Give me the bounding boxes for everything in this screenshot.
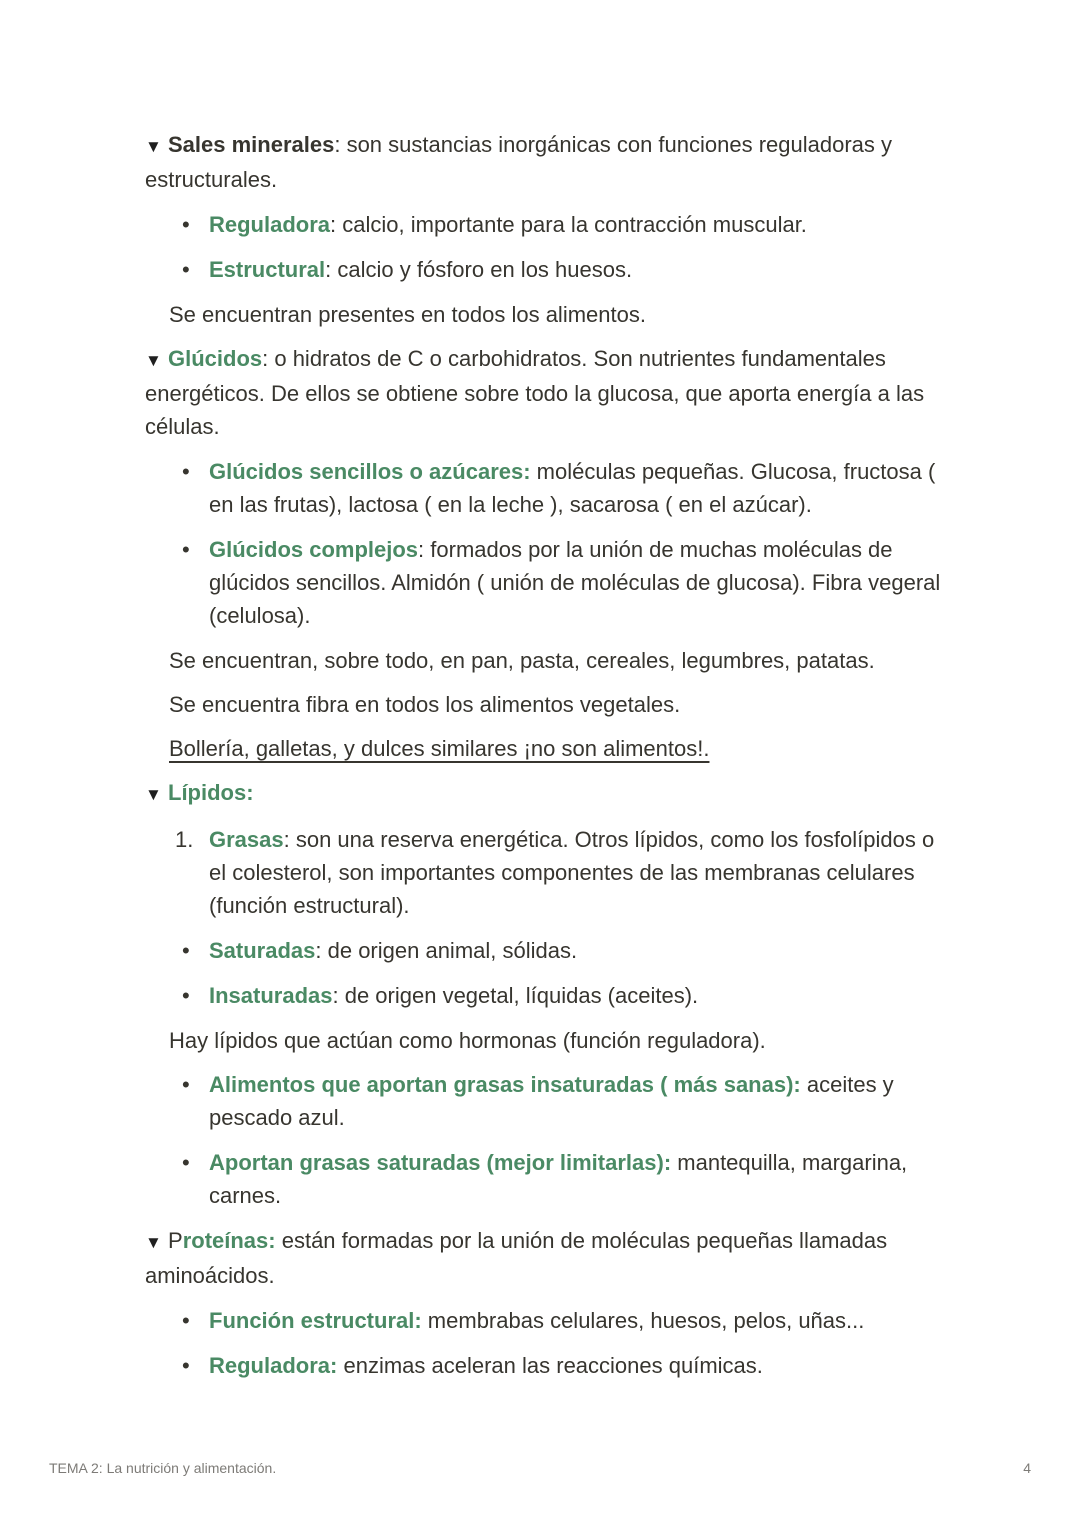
list-item — [169, 979, 955, 1012]
toggle-children — [145, 1304, 955, 1382]
toggle-lipidos[interactable] — [145, 776, 955, 811]
bullet-dot-icon: • — [182, 983, 190, 1008]
item-label: Grasas — [209, 827, 284, 852]
list-item — [169, 1304, 955, 1337]
item-label: Estructural — [209, 257, 326, 282]
bullet-dot-icon: • — [182, 1150, 190, 1175]
underlined-paragraph: Bollería, galletas, y dulces similares ¡no son alimentos!. — [169, 736, 710, 761]
item-label: Aportan grasas saturadas (mejor limitarlas): — [209, 1150, 672, 1175]
bullet-dot-icon: • — [182, 1353, 190, 1378]
page-content — [145, 128, 955, 1394]
toggle-proteinas[interactable] — [145, 1224, 955, 1292]
item-text: mantequilla, margarina, carnes. — [209, 1150, 908, 1208]
item-text: enzimas aceleran las reacciones químicas. — [337, 1353, 763, 1378]
item-text: : calcio, importante para la contracción muscular. — [330, 212, 807, 237]
item-text: moléculas pequeñas. Glucosa, fructosa ( en las frutas), lactosa ( en la leche ), sacarosa ( en el azúcar). — [209, 459, 936, 517]
toggle-intro: están formadas por la unión de moléculas pequeñas llamadas aminoácidos. — [145, 1228, 888, 1288]
item-text: : calcio y fósforo en los huesos. — [325, 257, 633, 282]
toggle-title: roteínas: — [182, 1228, 276, 1253]
list-item — [169, 455, 955, 521]
item-label: Reguladora: — [209, 1353, 338, 1378]
triangle-down-icon[interactable]: ▼ — [145, 1233, 162, 1252]
bullet-dot-icon: • — [182, 1072, 190, 1097]
item-label: Reguladora — [209, 212, 331, 237]
bullet-dot-icon: • — [182, 212, 190, 237]
toggle-title: Glúcidos — [168, 346, 263, 371]
item-label: Alimentos que aportan grasas insaturadas ( más sanas): — [209, 1072, 801, 1097]
item-text: : son una reserva energética. Otros lípidos, como los fosfolípidos o el colesterol, son importantes componentes de las membranas celulares (función estructural). — [209, 827, 935, 918]
list-item — [169, 1146, 955, 1212]
item-number: 1. — [175, 827, 194, 852]
toggle-title-initial: P — [168, 1228, 183, 1253]
list-item — [169, 208, 955, 241]
list-item — [169, 1349, 955, 1382]
list-item — [169, 533, 955, 632]
page-number: 4 — [1023, 1460, 1031, 1476]
toggle-children — [145, 208, 955, 331]
item-text: membrabas celulares, huesos, pelos, uñas... — [421, 1308, 865, 1333]
item-label: Insaturadas — [209, 983, 333, 1008]
list-item — [169, 253, 955, 286]
list-item — [169, 1068, 955, 1134]
toggle-children — [145, 455, 955, 765]
numbered-item — [169, 823, 955, 922]
item-text: : formados por la unión de muchas moléculas de glúcidos sencillos. Almidón ( unión de moléculas de glucosa). Fibra vegeral (celulosa). — [209, 537, 941, 628]
paragraph: Hay lípidos que actúan como hormonas (función reguladora). — [169, 1028, 766, 1053]
toggle-intro: : o hidratos de C o carbohidratos. Son nutrientes fundamentales energéticos. De ellos se obtiene sobre todo la glucosa, que aporta energía a las células. — [145, 346, 925, 439]
list-item — [169, 934, 955, 967]
toggle-sales-minerales[interactable] — [145, 128, 955, 196]
paragraph: Se encuentra fibra en todos los alimentos vegetales. — [169, 692, 681, 717]
item-text: aceites y pescado azul. — [209, 1072, 894, 1130]
bullet-dot-icon: • — [182, 459, 190, 484]
paragraph: Se encuentran presentes en todos los alimentos. — [169, 302, 646, 327]
triangle-down-icon[interactable]: ▼ — [145, 785, 162, 804]
toggle-intro: : son sustancias inorgánicas con funciones reguladoras y estructurales. — [145, 132, 893, 192]
item-label: Glúcidos complejos — [209, 537, 419, 562]
bullet-dot-icon: • — [182, 938, 190, 963]
toggle-glucidos[interactable] — [145, 342, 955, 443]
item-label: Saturadas — [209, 938, 316, 963]
bullet-dot-icon: • — [182, 257, 190, 282]
triangle-down-icon[interactable]: ▼ — [145, 137, 162, 156]
item-text: : de origen vegetal, líquidas (aceites). — [332, 983, 699, 1008]
item-label: Función estructural: — [209, 1308, 422, 1333]
item-text: : de origen animal, sólidas. — [315, 938, 578, 963]
footer-title: TEMA 2: La nutrición y alimentación. — [49, 1460, 277, 1476]
toggle-title: Lípidos: — [168, 780, 254, 805]
bullet-dot-icon: • — [182, 1308, 190, 1333]
triangle-down-icon[interactable]: ▼ — [145, 351, 162, 370]
page-footer — [49, 1460, 1031, 1476]
item-label: Glúcidos sencillos o azúcares: — [209, 459, 531, 484]
bullet-dot-icon: • — [182, 537, 190, 562]
paragraph: Se encuentran, sobre todo, en pan, pasta, cereales, legumbres, patatas. — [169, 648, 875, 673]
toggle-title: Sales minerales — [168, 132, 335, 157]
toggle-children — [145, 823, 955, 1212]
